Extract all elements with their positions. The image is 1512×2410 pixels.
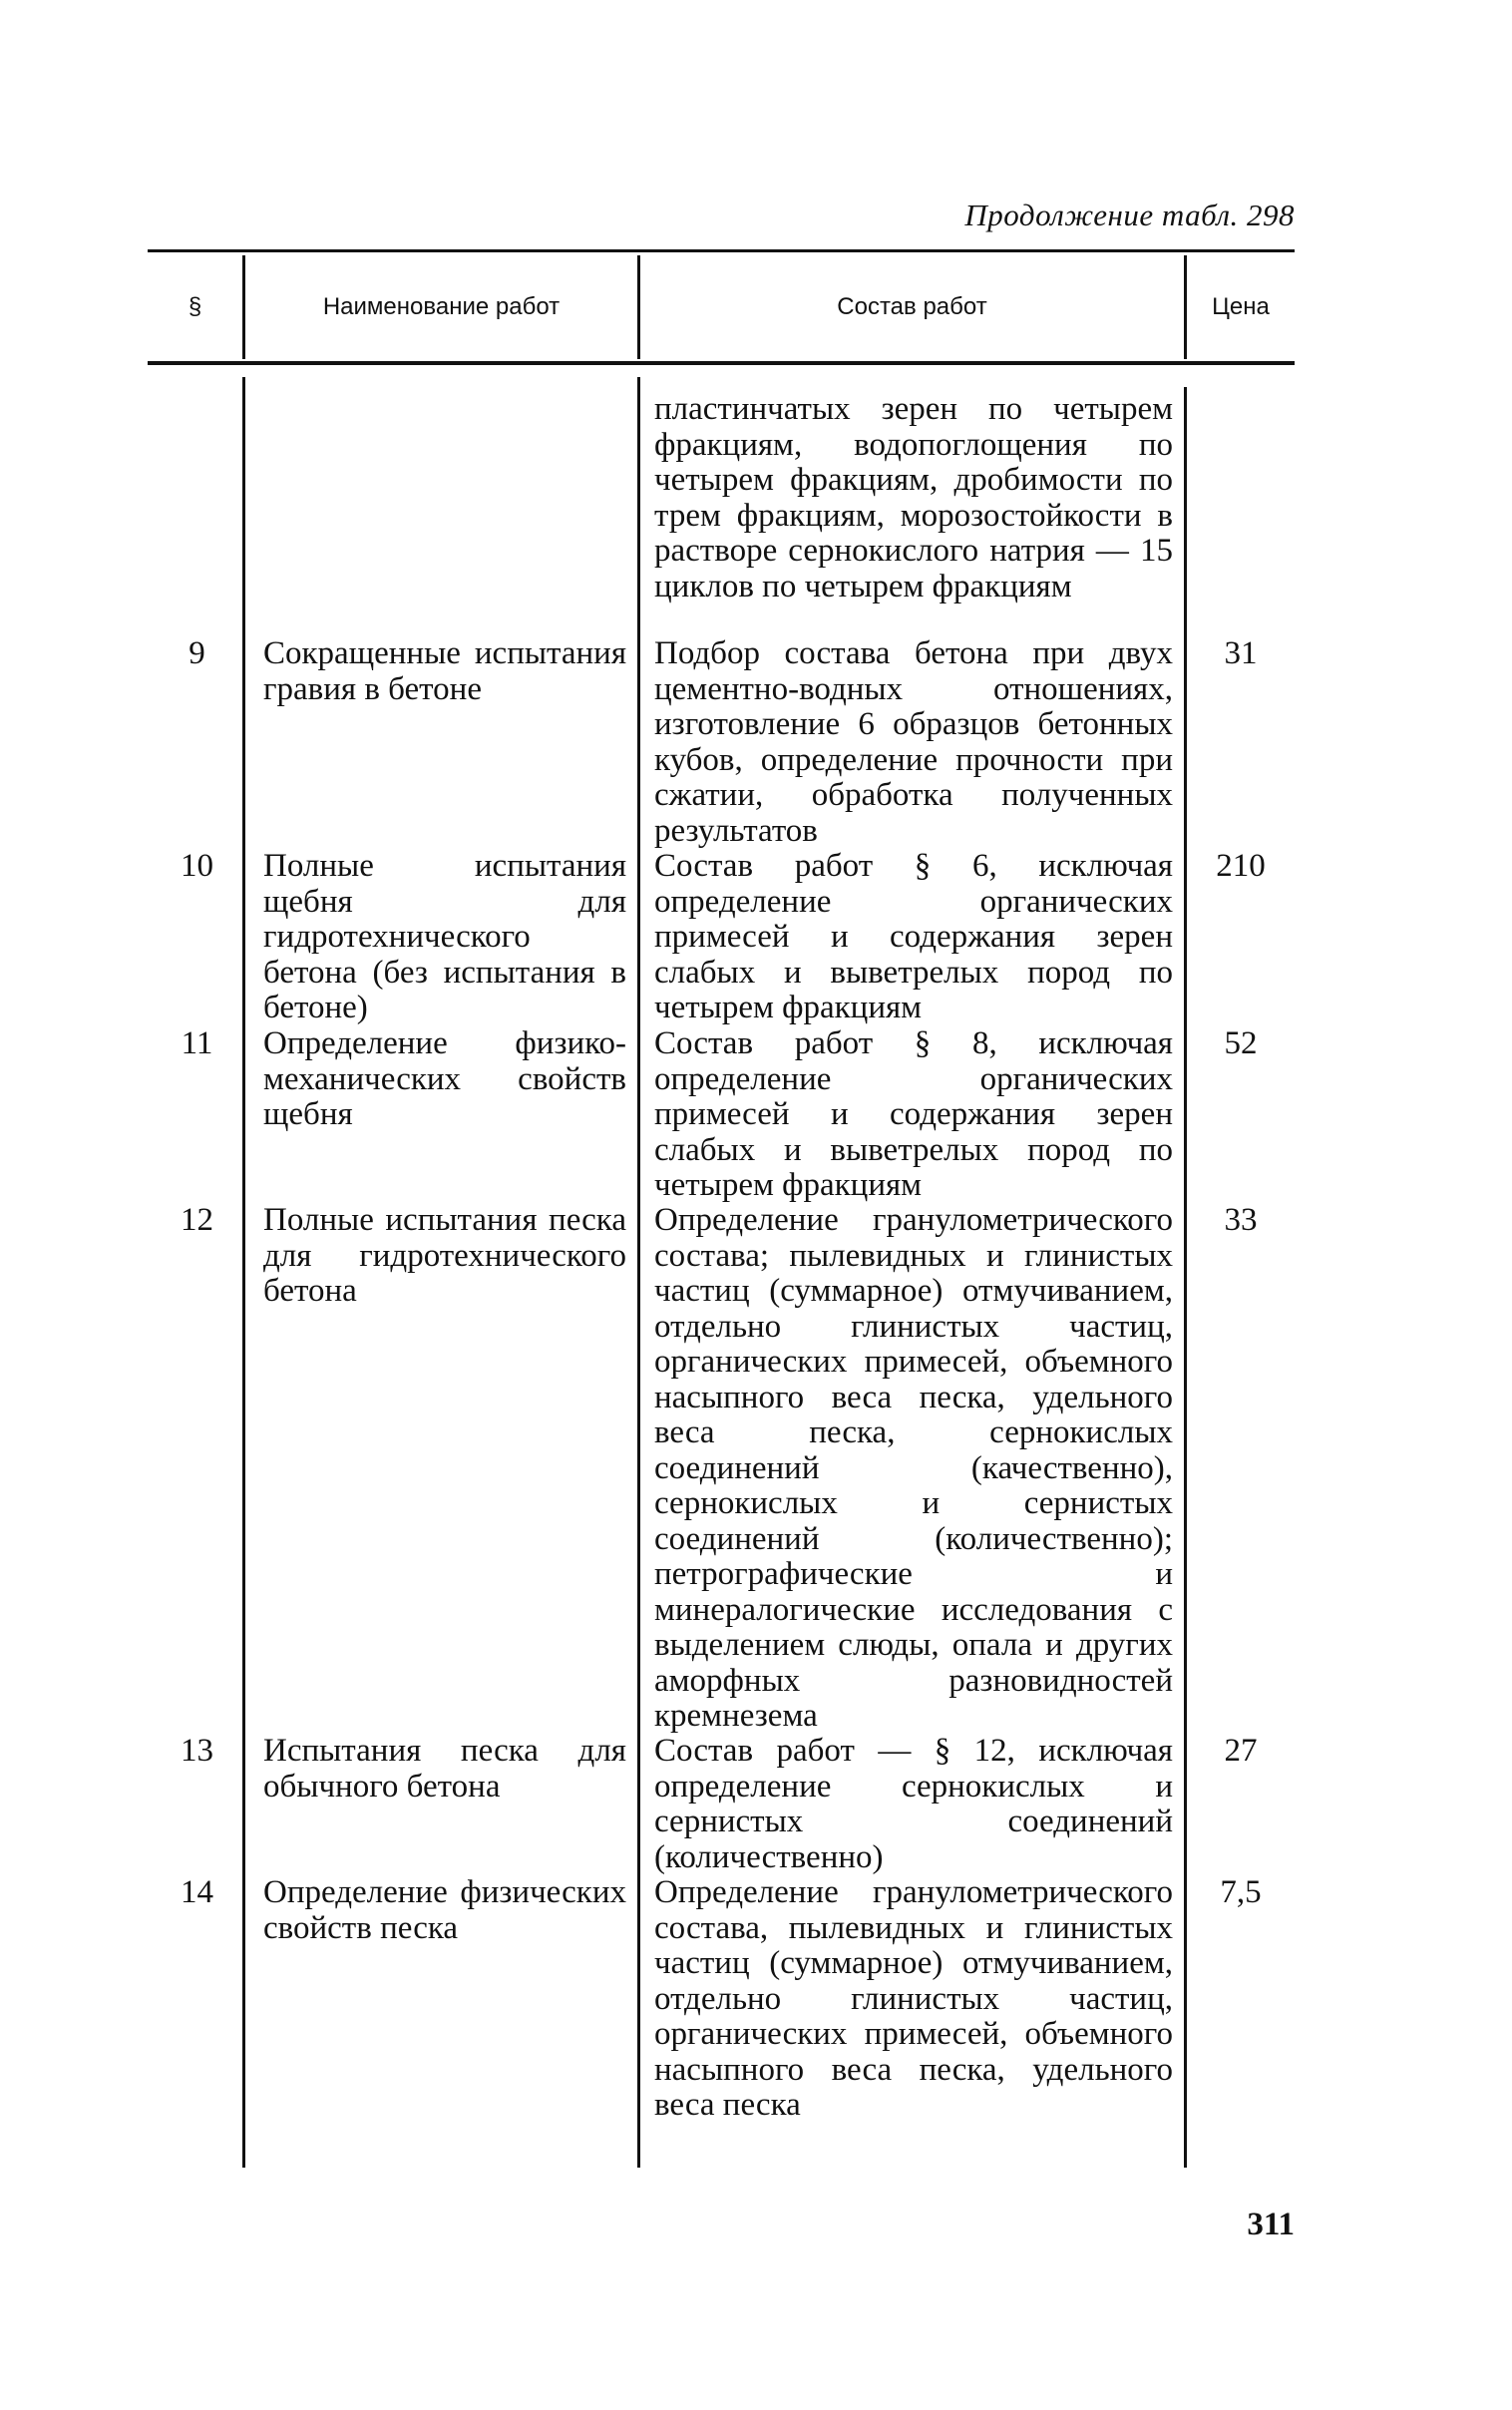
- row-14-composition: Определение гранулометрического состава, пылевидных и глинистых частиц (суммарное) отмучиванием, отдельно глинистых частиц, органических примесей, объемного насыпного веса песка, удельного веса песка: [654, 1874, 1173, 2123]
- row-14-name: Определение физических свойств песка: [263, 1874, 626, 1946]
- row-13-composition: Состав работ — § 12, исключая определение сернокислых и сернистых соединений (количественно): [654, 1733, 1173, 1875]
- row-14-price: 7,5: [1220, 1874, 1262, 1910]
- header-composition: Состав работ: [837, 293, 987, 320]
- row-12-price: 33: [1224, 1202, 1258, 1238]
- table-top-rule: [148, 249, 1295, 252]
- row-12-name: Полные испытания песка для гидротехнического бетона: [263, 1202, 626, 1309]
- row-13-name: Испытания песка для обычного бетона: [263, 1733, 626, 1805]
- continuation-text: пластинчатых зерен по четырем фракциям, водопоглощения по четырем фракциям, дробимости по трем фракциям, морозостойкости в растворе сернокислого натрия — 15 циклов по четырем фракциям: [654, 391, 1173, 604]
- row-11-price: 52: [1224, 1025, 1258, 1061]
- row-11-composition: Состав работ § 8, исключая определение органических примесей и содержания зерен слабых и выветрелых пород по четырем фракциям: [654, 1025, 1173, 1203]
- row-10-num: 10: [181, 848, 213, 884]
- table-caption: Продолжение табл. 298: [964, 198, 1295, 232]
- page-number: 311: [1247, 2207, 1295, 2242]
- row-9-name: Сокращенные испытания гравия в бетоне: [263, 635, 626, 707]
- row-11-name: Определение физико-механических свойств щебня: [263, 1025, 626, 1132]
- row-9-composition: Подбор состава бетона при двух цементно-водных отношениях, изготовление 6 образцов бетонных кубов, определение прочности при сжатии, обработка полученных результатов: [654, 635, 1173, 849]
- header-name: Наименование работ: [322, 293, 561, 320]
- row-13-price: 27: [1224, 1733, 1258, 1769]
- header-bottom-rule: [148, 361, 1295, 365]
- row-12-num: 12: [181, 1202, 213, 1238]
- body-divider-2: [637, 377, 640, 2168]
- row-9-price: 31: [1224, 635, 1258, 671]
- header-num: §: [188, 293, 202, 320]
- row-13-num: 13: [181, 1733, 213, 1769]
- row-11-num: 11: [181, 1025, 213, 1061]
- row-10-composition: Состав работ § 6, исключая определение органических примесей и содержания зерен слабых и выветрелых пород по четырем фракциям: [654, 848, 1173, 1025]
- row-10-name: Полные испытания щебня для гидротехнического бетона (без испытания в бетоне): [263, 848, 626, 1025]
- row-9-num: 9: [189, 635, 205, 671]
- row-10-price: 210: [1216, 848, 1266, 884]
- row-14-num: 14: [181, 1874, 213, 1910]
- header-price: Цена: [1212, 293, 1270, 320]
- row-12-composition: Определение гранулометрического состава; пылевидных и глинистых частиц (суммарное) отмучиванием, отдельно глинистых частиц, органических примесей, объемного насыпного веса песка, удельного веса песка, сернокислых соединений (качественно), сернокислых и сернистых соединений (количественно); петрографические и минералогические исследования с выделением слюды, опала и других аморфных разновидностей кремнезема: [654, 1202, 1173, 1734]
